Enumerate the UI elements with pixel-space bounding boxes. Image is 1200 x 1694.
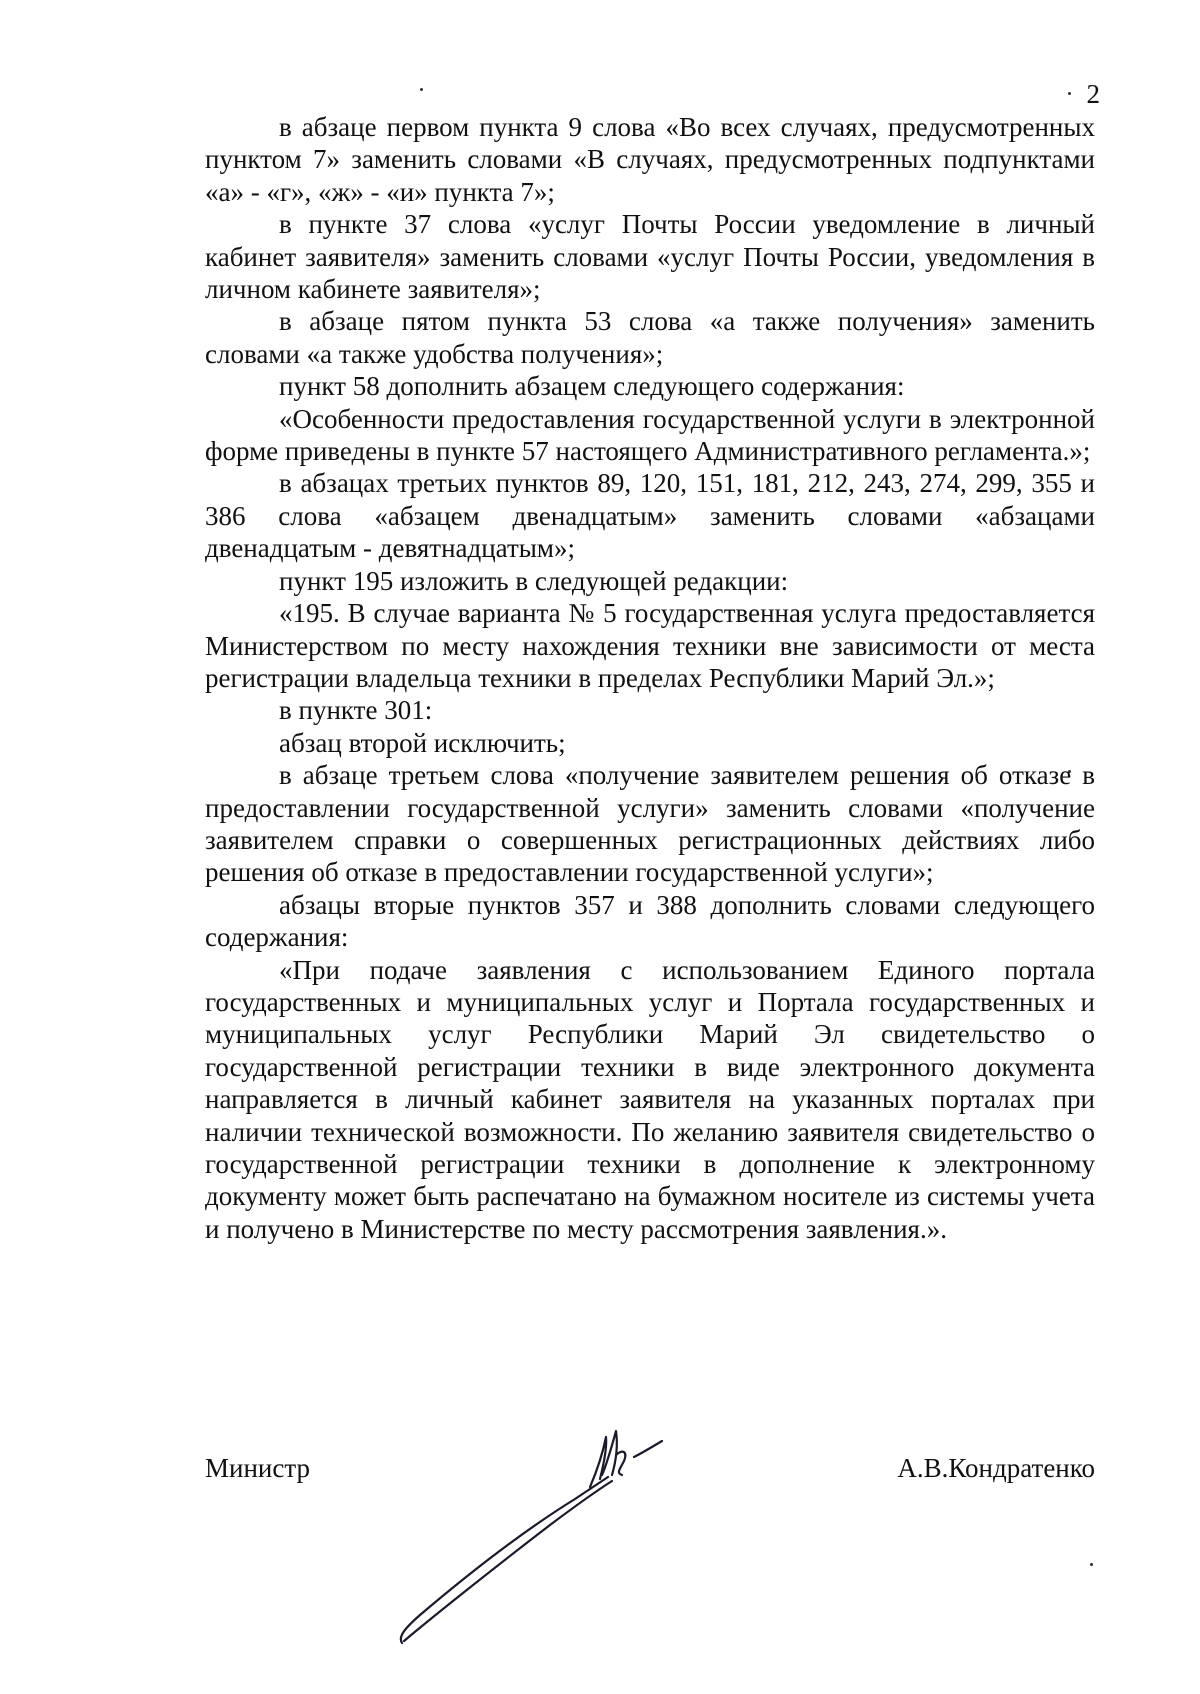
paragraph: абзац второй исключить; <box>279 727 566 758</box>
signatory-title: Министр <box>205 1453 310 1483</box>
paragraph: в абзацах третьих пунктов 89, 120, 151, 181, 212, 243, 274, 299, 355 и 386 слова «абзацем двенадцатым» заменить словами «абзацами двенадцатым - девятнадцатым»; <box>205 468 1095 564</box>
paragraph: в абзаце третьем слова «получение заявителем решения об отказе в предоставлении государственной услуги» заменить словами «получение заявителем справки о совершенных регистрационных действиях либо решения об отказе в предоставлении государственной услуги»; <box>205 760 1095 888</box>
paragraph: в пункте 37 слова «услуг Почты России уведомление в личный кабинет заявителя» заменить словами «услуг Почты России, уведомления в личном кабинете заявителя»; <box>205 209 1095 305</box>
document-body <box>205 111 1095 1245</box>
paragraph: «Особенности предоставления государственной услуги в электронной форме приведены в пункте 57 настоящего Административного регламента.»; <box>205 403 1095 467</box>
page-number: 2 <box>1086 79 1100 109</box>
handwritten-signature <box>390 1415 720 1655</box>
paragraph: в абзаце первом пункта 9 слова «Во всех случаях, предусмотренных пунктом 7» заменить словами «В случаях, предусмотренных подпунктами «а» - «г», «ж» - «и» пункта 7»; <box>205 112 1095 207</box>
paragraph: «При подаче заявления с использованием Единого портала государственных и муниципальных услуг и Портала государственных и муниципальных услуг Республики Марий Эл свидетельство о государственной регистрации техники в виде электронного документа направляется в личный кабинет заявителя на указанных порталах при наличии технической возможности. По желанию заявителя свидетельство о государственной регистрации техники в дополнение к электронному документу может быть распечатано на бумажном носителе из системы учета и получено в Министерстве по месту рассмотрения заявления.». <box>205 954 1095 1244</box>
signatory-name: А.В.Кондратенко <box>897 1453 1095 1483</box>
paragraph: «195. В случае варианта № 5 государственная услуга предоставляется Министерством по месту нахождения техники вне зависимости от места регистрации владельца техники в пределах Республики Марий Эл.»; <box>205 598 1095 693</box>
stray-dot <box>1090 1563 1093 1566</box>
paragraph: пункт 195 изложить в следующей редакции: <box>279 565 789 596</box>
stray-dot <box>420 88 423 91</box>
paragraph: в пункте 301: <box>279 695 433 726</box>
stray-dot <box>1068 92 1071 95</box>
paragraph: в абзаце пятом пункта 53 слова «а также получения» заменить словами «а также удобства получения»; <box>205 306 1095 369</box>
paragraph: абзацы вторые пунктов 357 и 388 дополнить словами следующего содержания: <box>205 889 1095 953</box>
paragraph: пункт 58 дополнить абзацем следующего содержания: <box>279 371 905 402</box>
